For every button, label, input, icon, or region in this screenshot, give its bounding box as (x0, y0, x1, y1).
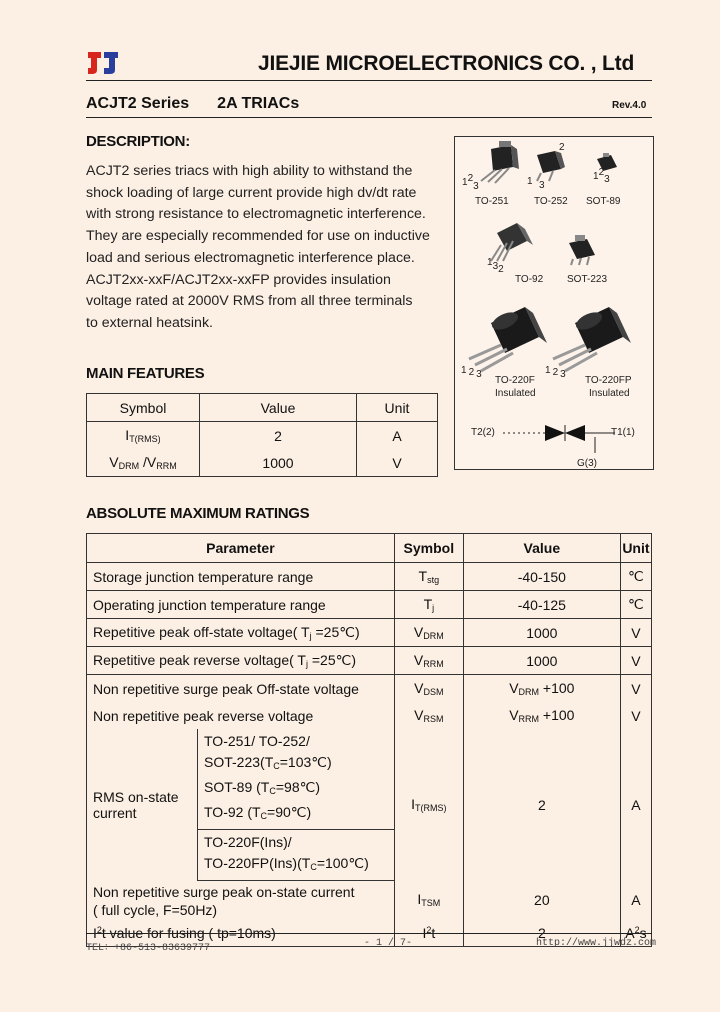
description-line: load and serious electromagnetic interference place. (86, 249, 415, 266)
symbol-cell: $T_{stg}$ (394, 563, 463, 591)
description-line: ACJT2 series triacs with high ability to withstand the (86, 163, 413, 179)
to220f-package-image (469, 307, 547, 371)
to220f-label: TO-220F (495, 375, 535, 386)
value-cell: 2 (200, 422, 357, 450)
unit-cell: ℃ (620, 591, 651, 619)
value-cell: 2 (463, 919, 620, 947)
unit-cell: V (620, 702, 651, 729)
table-row (87, 563, 652, 591)
unit-cell: A (620, 729, 651, 881)
description-text (86, 161, 446, 335)
symbol-cell: $V_{DRM}$ (394, 619, 463, 647)
col-header-unit: Unit (357, 394, 438, 422)
unit-cell: ℃ (620, 563, 651, 591)
absolute-max-ratings-table (86, 533, 652, 947)
to251-pin-label: 123 (462, 173, 479, 192)
to252-pin3-label: 3 (539, 180, 545, 191)
value-cell: $V_{DRM} +100$ (463, 675, 620, 703)
symbol-cell: $I_{T(RMS)}$ (394, 729, 463, 881)
description-line: They are especially recommended for use on inductive (86, 228, 430, 245)
unit-cell: V (620, 647, 651, 675)
table-row (87, 619, 652, 647)
symbol-cell: $I^2t$ (394, 919, 463, 947)
param-cell: Non repetitive peak reverse voltage (87, 702, 395, 729)
footer-url[interactable]: http://www.jjwdz.com (536, 938, 657, 949)
value-cell: 2 (463, 729, 620, 881)
sot223-package-image (569, 235, 595, 265)
triac-symbol (503, 425, 615, 453)
symbol-cell: $I_{T(RMS)}$ (87, 422, 200, 450)
to220fp-label: TO-220FP (585, 375, 632, 386)
table-row (87, 647, 652, 675)
table-header-row (87, 534, 652, 563)
footer-tel: TEL：+86-513-83639777 (86, 943, 211, 954)
description-line: to external heatsink. (86, 314, 213, 331)
company-logo (86, 50, 120, 76)
to92-package-image (491, 223, 533, 261)
param-cell: Repetitive peak reverse voltage( $T_j$ =25℃) (87, 647, 395, 675)
table-header-row (87, 394, 438, 422)
to92-pin-label: 132 (487, 257, 504, 275)
table-row (87, 591, 652, 619)
unit-cell: V (620, 675, 651, 703)
description-line: shock loading of large current provide high dv/dt rate (86, 184, 417, 201)
rms-packages-cell: TO-251/ TO-252/ SOT-$223(T_C=103℃)$ SOT-89 $(T_C=98℃)$ TO-92 $(T_C=90℃)$ (198, 729, 395, 830)
col-header-symbol: Symbol (87, 394, 200, 422)
to220fp-pin-label: 1 2 3 (545, 365, 566, 380)
amr-heading: ABSOLUTE MAXIMUM RATINGS (86, 505, 310, 522)
to220f-pin-label: 1 2 3 (461, 365, 482, 380)
table-row (87, 702, 652, 729)
unit-cell: A (357, 422, 438, 450)
symbol-cell: $T_j$ (394, 591, 463, 619)
value-cell: 1000 (200, 449, 357, 477)
table-row (87, 422, 438, 450)
to252-pin2-label: 2 (559, 142, 565, 153)
to251-label: TO-251 (475, 196, 509, 207)
description-line: with strong resistance to electromagnetic interference. (86, 206, 426, 223)
rms-param-cell: RMS on-state current (87, 729, 198, 881)
col-header-value: Value (463, 534, 620, 563)
unit-cell: V (620, 619, 651, 647)
description-line: ACJT2xx-xxF/ACJT2xx-xxFP provides insulation (86, 271, 391, 288)
series-divider (86, 117, 652, 118)
revision-label: Rev.4.0 (612, 100, 647, 111)
param-cell: Storage junction temperature range (87, 563, 395, 591)
to220f-insulated-label: Insulated (495, 388, 536, 399)
series-title: ACJT2 Series 2A TRIACs (86, 95, 300, 112)
param-cell: Non repetitive surge peak on-state current ( full cycle, F=50Hz) (87, 881, 395, 920)
unit-cell: A (620, 881, 651, 920)
to252-label: TO-252 (534, 196, 568, 207)
symbol-cell: $V_{RRM}$ (394, 647, 463, 675)
main-features-table (86, 393, 438, 477)
param-cell: $I^2t$ value for fusing ( tp=10ms) (87, 919, 395, 947)
value-cell: -40-150 (463, 563, 620, 591)
param-cell: Operating junction temperature range (87, 591, 395, 619)
package-drawings (455, 137, 653, 469)
table-row (87, 449, 438, 477)
unit-cell: $A^2s$ (620, 919, 651, 947)
to220fp-insulated-label: Insulated (589, 388, 630, 399)
symbol-cell: $V_{DSM}$ (394, 675, 463, 703)
table-row (87, 881, 652, 920)
to251-package-image (481, 141, 519, 183)
symbol-cell: $I_{TSM}$ (394, 881, 463, 920)
unit-cell: V (357, 449, 438, 477)
description-heading: DESCRIPTION: (86, 133, 190, 150)
triac-t1-label: T1(1) (611, 427, 635, 438)
value-cell: -40-125 (463, 591, 620, 619)
col-header-unit: Unit (620, 534, 651, 563)
table-row (87, 675, 652, 703)
header-divider (86, 80, 652, 81)
to252-package-image (537, 151, 565, 181)
sot89-pin-label: 123 (593, 167, 610, 185)
company-name: JIEJIE MICROELECTRONICS CO. , Ltd (258, 52, 635, 75)
col-header-symbol: Symbol (394, 534, 463, 563)
rms-packages-cell: TO-220F(Ins)/ $TO-220FP(Ins)(T_C=100℃)$ (198, 830, 395, 881)
table-row (87, 729, 652, 830)
param-cell: Non repetitive surge peak Off-state voltage (87, 675, 395, 703)
main-features-heading: MAIN FEATURES (86, 365, 205, 382)
col-header-parameter: Parameter (87, 534, 395, 563)
sot89-label: SOT-89 (586, 196, 621, 207)
to220fp-package-image (553, 307, 631, 371)
value-cell: 1000 (463, 647, 620, 675)
symbol-cell: $V_{RSM}$ (394, 702, 463, 729)
footer-divider (86, 933, 652, 934)
sot223-label: SOT-223 (567, 274, 608, 285)
col-header-value: Value (200, 394, 357, 422)
value-cell: 1000 (463, 619, 620, 647)
to252-pin1-label: 1 (527, 176, 533, 187)
triac-gate-label: G(3) (577, 458, 597, 469)
value-cell: 20 (463, 881, 620, 920)
symbol-cell: $V_{DRM}$ $/V_{RRM}$ (87, 449, 200, 477)
triac-t2-label: T2(2) (471, 427, 495, 438)
to92-label: TO-92 (515, 274, 544, 285)
param-cell: Repetitive peak off-state voltage( $T_j$ =25℃) (87, 619, 395, 647)
footer-page-number: - 1 / 7- (364, 938, 413, 949)
value-cell: $V_{RRM} +100$ (463, 702, 620, 729)
package-outline-box (454, 136, 654, 470)
description-line: voltage rated at 2000V RMS from all three terminals (86, 293, 413, 310)
